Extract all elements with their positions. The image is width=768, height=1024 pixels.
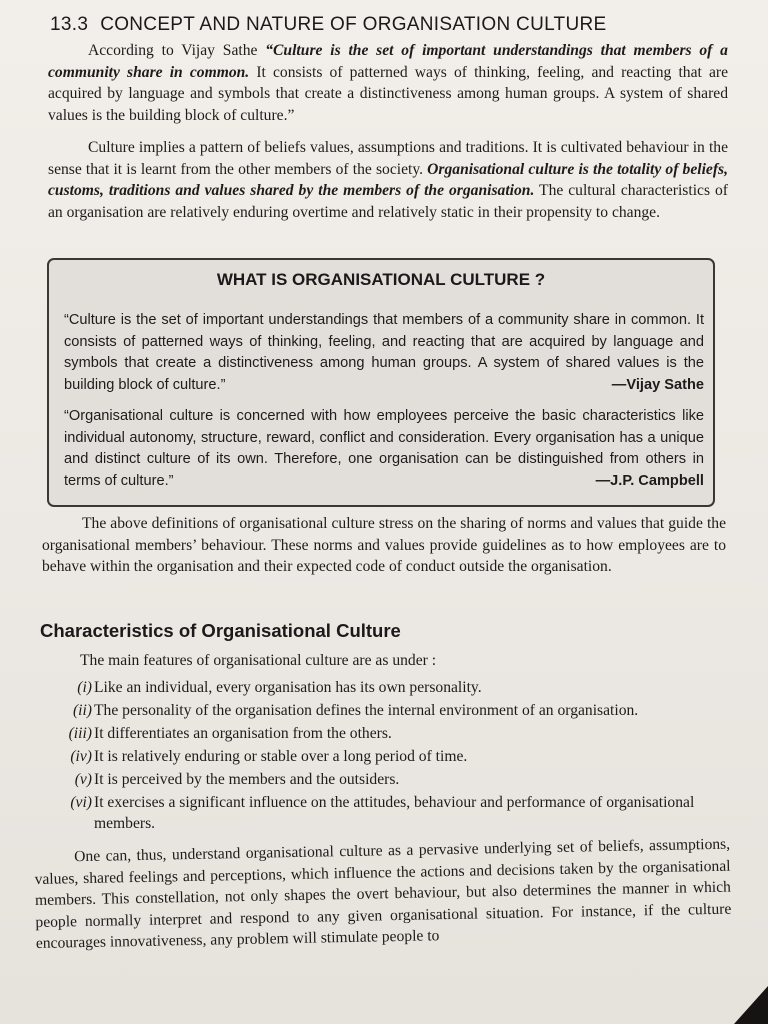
list-item	[60, 723, 732, 744]
definition-box	[47, 258, 715, 507]
para2-rest: The cultural characteristics of an organisation are relatively enduring overtime and relatively static in their propensity to change.	[48, 182, 728, 221]
characteristics-list	[60, 677, 732, 836]
page-corner-shadow	[734, 986, 768, 1024]
para1-emphasis: “Culture is the set of important understandings that members of a community share in common.	[48, 42, 728, 81]
list-item-text: It is perceived by the members and the outsiders.	[94, 771, 400, 788]
list-item-text: The personality of the organisation defines the internal environment of an organisation.	[94, 702, 639, 719]
paragraph-pervasive-set	[34, 834, 732, 955]
paragraph-sathe-definition	[48, 40, 728, 126]
list-item	[60, 769, 732, 790]
quote-sathe	[64, 310, 704, 396]
list-marker: (iv)	[70, 748, 92, 765]
para4-text: One can, thus, understand organisational culture as a pervasive underlying set of beliefs, assumptions, values, shared feelings and perceptions, which influence the actions and decisions taken by the organisational members. This constellation, not only shapes the overt behaviour, but also determines the manner in which people normally interpret and respond to any given organisational situation. For instance, if the culture encourages innovativeness, any problem will stimulate people to	[34, 835, 732, 952]
quote-sathe-text: “Culture is the set of important understandings that members of a community share in common. It consists of patterned ways of thinking, feeling, and reacting that are acquired by language and symbols that create a distinctiveness among human groups. A system of shared values is the building block of culture.”	[64, 312, 704, 393]
section-title: CONCEPT AND NATURE OF ORGANISATION CULTURE	[100, 14, 607, 35]
section-number: 13.3	[50, 14, 89, 35]
list-marker: (v)	[74, 771, 92, 788]
list-item	[60, 677, 732, 698]
quote-sathe-author: —Vijay Sathe	[611, 376, 704, 393]
list-item-text: It exercises a significant influence on the attitudes, behaviour and performance of organisational members.	[94, 794, 695, 832]
list-item	[60, 792, 732, 834]
list-item-text: It differentiates an organisation from the others.	[94, 725, 392, 742]
para2-lead: Culture implies a pattern of beliefs values, assumptions and traditions. It is cultivated behaviour in the sense that it is learnt from the other members of the society.	[48, 139, 728, 178]
section-heading	[50, 14, 606, 36]
box-title: WHAT IS ORGANISATIONAL CULTURE ?	[216, 270, 546, 289]
quote-campbell-text: “Organisational culture is concerned with how employees perceive the basic characteristics like individual autonomy, structure, reward, conflict and consideration. Every organisation has a unique and distinct culture of its own. Therefore, one organisation can be distinguished from others in terms of culture.”	[64, 408, 704, 489]
para1-rest: It consists of patterned ways of thinking, feeling, and reacting that are acquired by language and symbols that create a distinctiveness among human groups. A system of shared values is the building block of culture.”	[48, 63, 729, 124]
list-marker: (iii)	[68, 725, 92, 742]
para3-text: The above definitions of organisational culture stress on the sharing of norms and values that guide the organisational members’ behaviour. These norms and values provide guidelines as to how employees are to behave within the organisation and their expected code of conduct outside the organisation.	[42, 515, 726, 575]
list-marker: (ii)	[72, 702, 92, 719]
list-item	[60, 700, 732, 721]
quote-campbell	[64, 406, 704, 492]
paragraph-culture-implies	[48, 137, 728, 223]
characteristics-intro: The main features of organisational culture are as under :	[80, 652, 437, 669]
paragraph-definitions-stress	[42, 513, 726, 578]
list-item	[60, 746, 732, 767]
list-item-text: Like an individual, every organisation has its own personality.	[94, 679, 482, 696]
list-marker: (i)	[77, 679, 92, 696]
para1-lead: According to Vijay Sathe	[88, 42, 266, 59]
list-item-text: It is relatively enduring or stable over a long period of time.	[94, 748, 468, 765]
characteristics-heading: Characteristics of Organisational Culture	[40, 620, 401, 641]
quote-campbell-author: —J.P. Campbell	[595, 472, 704, 489]
list-marker: (vi)	[70, 794, 92, 811]
para2-emphasis: Organisational culture is the totality of beliefs, customs, traditions and values shared by the members of the organisation.	[48, 160, 728, 199]
